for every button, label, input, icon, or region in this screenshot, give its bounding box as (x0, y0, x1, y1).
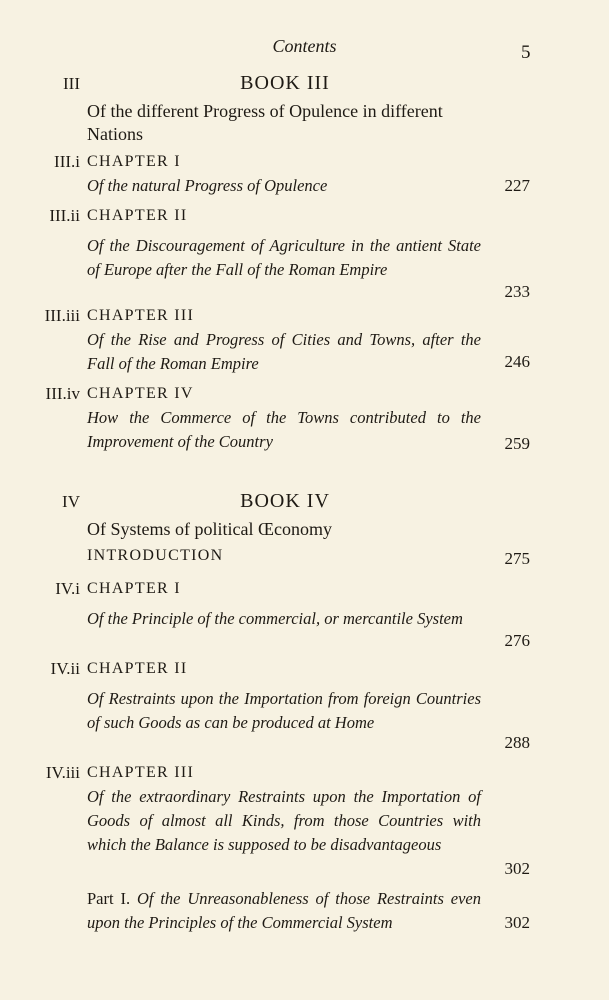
chapter-number: III.iii (44, 306, 80, 325)
book-subtitle: Of Systems of political Œconomy (87, 519, 332, 539)
part-entry (0, 887, 609, 939)
chapter-label: CHAPTER I (87, 580, 181, 597)
book-subtitle: Of the different Progress of Opulence in different Nations (87, 101, 443, 144)
book-title: BOOK III (240, 72, 330, 94)
chapter-number: III.iv (45, 384, 80, 403)
chapter-label: CHAPTER II (87, 207, 188, 224)
running-head: Contents (272, 36, 337, 56)
chapter-title: Of the extraordinary Restraints upon the Importation of Goods of almost all Kinds, from those Countries with which the Balance is supposed to be disadvantageous (87, 787, 481, 854)
chapter-entry (0, 579, 609, 659)
chapter-number: III.i (54, 152, 80, 171)
chapter-title: Of the natural Progress of Opulence (87, 176, 328, 195)
page-number: 5 (521, 42, 531, 63)
chapter-title: How the Commerce of the Towns contributed to the Improvement of the Country (87, 408, 481, 451)
chapter-entry (0, 763, 609, 885)
chapter-page: 288 (504, 733, 530, 752)
table-of-contents (0, 72, 609, 939)
chapter-title: Of Restraints upon the Importation from foreign Countries of such Goods as can be produced at Home (87, 689, 481, 732)
chapter-label: CHAPTER II (87, 660, 188, 677)
chapter-label: CHAPTER IV (87, 385, 194, 402)
book-number: III (63, 74, 80, 93)
part-page: 302 (504, 913, 530, 932)
chapter-entry (0, 384, 609, 458)
part-lead: Part I. (87, 889, 131, 908)
chapter-number: IV.ii (50, 659, 80, 678)
chapter-title: Of the Discouragement of Agriculture in the antient State of Europe after the Fall of the Roman Empire (87, 236, 481, 279)
chapter-number: III.ii (49, 206, 80, 225)
introduction-label: INTRODUCTION (87, 547, 224, 564)
part-text (87, 887, 481, 935)
chapter-page: 227 (504, 176, 530, 195)
chapter-entry (0, 206, 609, 306)
chapter-title: Of the Rise and Progress of Cities and Towns, after the Fall of the Roman Empire (87, 330, 481, 373)
book-number: IV (62, 492, 80, 511)
part-title: Of the Unreasonableness of those Restraints even upon the Principles of the Commercial System (87, 889, 481, 932)
chapter-page: 259 (504, 434, 530, 453)
chapter-label: CHAPTER III (87, 764, 195, 781)
book-heading (0, 72, 609, 100)
chapter-entry (0, 659, 609, 763)
chapter-entry (0, 306, 609, 378)
chapter-label: CHAPTER III (87, 307, 195, 324)
chapter-page: 233 (504, 282, 530, 301)
chapter-entry (0, 152, 609, 202)
book-heading (0, 490, 609, 518)
chapter-label: CHAPTER I (87, 153, 181, 170)
chapter-number: IV.i (55, 579, 80, 598)
chapter-page: 246 (504, 352, 530, 371)
introduction-page: 275 (504, 549, 530, 568)
chapter-title: Of the Principle of the commercial, or mercantile System (87, 609, 463, 628)
book-title: BOOK IV (240, 490, 330, 512)
chapter-page: 276 (504, 631, 530, 650)
chapter-page: 302 (504, 859, 530, 878)
introduction-entry (0, 547, 609, 575)
chapter-number: IV.iii (45, 763, 80, 782)
